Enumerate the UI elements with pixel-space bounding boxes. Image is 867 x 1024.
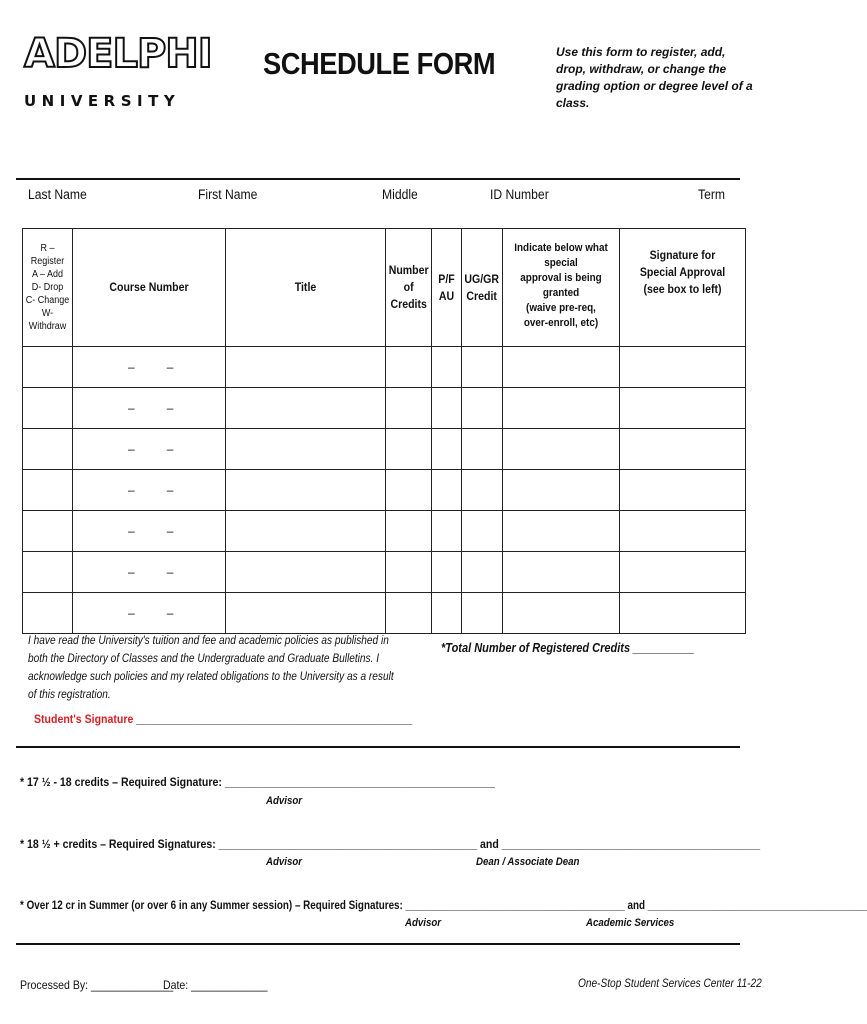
signature-cell[interactable] (619, 511, 745, 552)
credits-cell[interactable] (386, 388, 432, 429)
pfau-cell[interactable] (432, 470, 462, 511)
course-number-dash: – (166, 606, 174, 620)
special-approval-cell[interactable] (502, 388, 619, 429)
signature-header: Signature for Special Approval (see box to left) (619, 229, 745, 347)
last-name-label: Last Name (28, 187, 87, 202)
pfau-cell[interactable] (432, 511, 462, 552)
signature-divider-2 (16, 943, 740, 945)
processed-by-field[interactable]: Processed By: ______________ (20, 978, 174, 992)
signature-divider-1 (16, 746, 740, 748)
action-code-cell[interactable] (23, 388, 73, 429)
table-row (23, 347, 746, 388)
signature-cell[interactable] (619, 429, 745, 470)
code-withdraw: W- Withdraw (28, 308, 67, 332)
pfau-cell[interactable] (432, 552, 462, 593)
sig-18-advisor-label: Advisor (266, 856, 303, 868)
course-number-dash: – (128, 360, 135, 374)
course-number-dash: – (128, 401, 135, 415)
student-signature-field[interactable] (34, 712, 412, 726)
title-cell[interactable] (226, 347, 386, 388)
uggr-cell[interactable] (462, 429, 502, 470)
sig-17-advisor-label: Advisor (266, 795, 303, 807)
signature-cell[interactable] (619, 347, 745, 388)
action-code-cell[interactable] (23, 552, 73, 593)
signature-cell[interactable] (619, 388, 745, 429)
pfau-cell[interactable] (432, 429, 462, 470)
course-number-dash: – (128, 483, 135, 497)
action-code-cell[interactable] (23, 429, 73, 470)
code-change: C- Change (25, 295, 70, 306)
code-add: A – Add (31, 269, 64, 280)
middle-label: Middle (382, 187, 418, 202)
special-approval-cell[interactable] (502, 470, 619, 511)
code-drop: D- Drop (31, 282, 64, 293)
credits-cell[interactable] (386, 552, 432, 593)
course-number-dash: – (166, 524, 174, 538)
logo-subtitle: UNIVERSITY (24, 92, 181, 110)
credits-cell[interactable] (386, 347, 432, 388)
title-cell[interactable] (226, 511, 386, 552)
student-signature-label: Student's Signature (34, 712, 134, 726)
action-code-cell[interactable] (23, 347, 73, 388)
course-number-dash: – (166, 360, 174, 374)
course-number-dash: – (166, 401, 174, 415)
title-cell[interactable] (226, 552, 386, 593)
course-number-dash: – (128, 565, 135, 579)
course-number-cell[interactable] (73, 511, 226, 552)
table-row (23, 470, 746, 511)
uggr-cell[interactable] (462, 388, 502, 429)
sig-18-dean-label: Dean / Associate Dean (476, 856, 580, 868)
title-header: Title (226, 229, 386, 347)
sig-summer-academic-label: Academic Services (586, 917, 675, 929)
special-approval-cell[interactable] (502, 552, 619, 593)
footer-center-label: One-Stop Student Services Center 11-22 (578, 978, 762, 990)
credits-cell[interactable] (386, 429, 432, 470)
table-row (23, 511, 746, 552)
sig-summer-advisor-label: Advisor (405, 917, 442, 929)
title-cell[interactable] (226, 429, 386, 470)
uggr-cell[interactable] (462, 552, 502, 593)
logo-wordmark: ADELPHI (24, 31, 212, 77)
sig-18-credits-line[interactable]: * 18 ½ + credits – Required Signatures: ____________________________________________ and ____________________________________________ (20, 837, 761, 851)
course-number-cell[interactable] (73, 470, 226, 511)
course-table (22, 228, 746, 634)
form-title: SCHEDULE FORM (263, 46, 496, 81)
uggr-cell[interactable] (462, 347, 502, 388)
sig-summer-line[interactable]: * Over 12 cr in Summer (or over 6 in any Summer session) – Required Signatures: ________________________________________ and ________________________________________ (20, 899, 867, 912)
course-number-cell[interactable] (73, 552, 226, 593)
special-approval-cell[interactable] (502, 429, 619, 470)
course-number-dash: – (166, 483, 174, 497)
action-code-cell[interactable] (23, 511, 73, 552)
code-register: R – Register (30, 243, 65, 267)
course-number-header: Course Number (73, 229, 226, 347)
signature-cell[interactable] (619, 552, 745, 593)
course-number-cell[interactable] (73, 429, 226, 470)
top-divider (16, 178, 740, 180)
first-name-label: First Name (198, 187, 258, 202)
action-code-cell[interactable] (23, 470, 73, 511)
course-number-dash: – (128, 606, 135, 620)
course-number-cell[interactable] (73, 347, 226, 388)
special-approval-header: Indicate below what special approval is being granted (waive pre-req, over-enroll, etc) (502, 229, 619, 347)
term-label: Term (698, 187, 725, 202)
table-row (23, 388, 746, 429)
action-code-cell[interactable] (23, 593, 73, 634)
credits-cell[interactable] (386, 470, 432, 511)
course-number-dash: – (128, 524, 135, 538)
special-approval-cell[interactable] (502, 511, 619, 552)
title-cell[interactable] (226, 470, 386, 511)
course-number-cell[interactable] (73, 593, 226, 634)
uggr-header: UG/GR Credit (462, 229, 502, 347)
date-field[interactable]: Date: _____________ (163, 978, 268, 992)
credits-header: Number of Credits (386, 229, 432, 347)
course-number-dash: – (166, 565, 174, 579)
form-instructions: Use this form to register, add, drop, withdraw, or change the grading option or degree level of a class. (556, 45, 753, 110)
title-cell[interactable] (226, 593, 386, 634)
uggr-cell[interactable] (462, 470, 502, 511)
course-number-dash: – (128, 442, 135, 456)
uggr-cell[interactable] (462, 593, 502, 634)
special-approval-cell[interactable] (502, 593, 619, 634)
title-cell[interactable] (226, 388, 386, 429)
total-credits-field[interactable]: *Total Number of Registered Credits __________ (441, 641, 695, 655)
credits-cell[interactable] (386, 511, 432, 552)
pfau-cell[interactable] (432, 388, 462, 429)
course-number-cell[interactable] (73, 388, 226, 429)
credits-cell[interactable] (386, 593, 432, 634)
sig-17-credits-line[interactable]: * 17 ½ - 18 credits – Required Signature: ______________________________________________ (20, 775, 495, 789)
pfau-cell[interactable] (432, 347, 462, 388)
table-row (23, 429, 746, 470)
acknowledgement-text: I have read the University's tuition and fee and academic policies as published in both the Directory of Classes and the Undergraduate and Graduate Bulletins. I acknowledge such policies and my related obligations to the University as a result of this registration. (28, 635, 394, 701)
id-number-label: ID Number (490, 187, 549, 202)
table-row (23, 593, 746, 634)
signature-cell[interactable] (619, 593, 745, 634)
pfau-header: P/F AU (432, 229, 462, 347)
signature-cell[interactable] (619, 470, 745, 511)
uggr-cell[interactable] (462, 511, 502, 552)
table-header-row (23, 229, 746, 347)
table-row (23, 552, 746, 593)
action-code-header (23, 229, 73, 347)
course-number-dash: – (166, 442, 174, 456)
pfau-cell[interactable] (432, 593, 462, 634)
student-signature-line[interactable]: _______________________________________________ (136, 712, 413, 726)
special-approval-cell[interactable] (502, 347, 619, 388)
